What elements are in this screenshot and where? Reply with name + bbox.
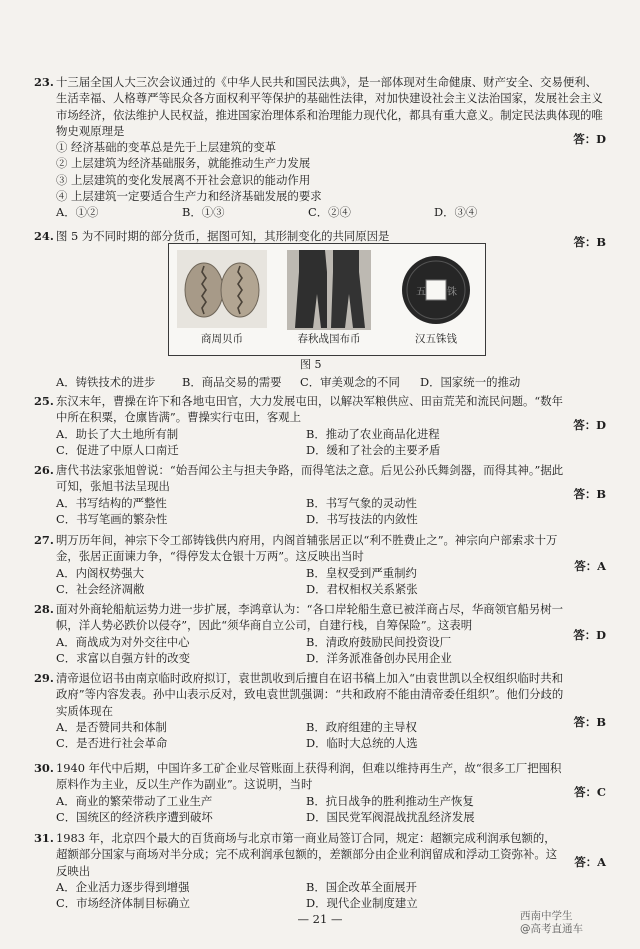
question-stem [34, 532, 606, 565]
options-row [34, 374, 606, 390]
option-c: C．求富以自强方针的改变 [56, 650, 191, 665]
question-number: 25. [34, 394, 54, 408]
cowrie-shell-icon [177, 250, 267, 328]
question-number: 27. [34, 533, 54, 547]
option-b: B．清政府鼓励民间投资设厂 [306, 634, 452, 649]
figure-caption: 春秋战国布币 [297, 333, 361, 345]
question-27 [34, 532, 606, 597]
question-text: 图 5 为不同时期的部分货币，据图可知，其形制变化的共同原因是 [56, 229, 390, 243]
question-number: 23. [34, 75, 54, 89]
answer-label: 答：D [573, 132, 606, 146]
statement-1: ① 经济基础的变革总是先于上层建筑的变革 [56, 140, 277, 155]
option-c: C．是否进行社会革命 [56, 736, 168, 751]
answer-label: 答：D [573, 628, 606, 642]
option-a: A．内阁权势强大 [56, 565, 144, 580]
option-d: D．现代企业制度建立 [306, 896, 418, 911]
options-row [34, 793, 606, 809]
option-a: A．商战成为对外交往中心 [56, 634, 190, 649]
options-row [34, 735, 606, 751]
question-stem [34, 74, 606, 139]
options-row [34, 879, 606, 895]
option-d: D．缓和了社会的主要矛盾 [306, 442, 441, 457]
question-text: 清帝退位诏书由南京临时政府拟订，袁世凯收到后擅自在诏书稿上加入“由袁世凯以全权组织临时共和政府”等内容发表。孙中山表示反对，致电袁世凯强调：“共和政府不能由清帝委任组织”。他们分歧的实质体现在 [56, 671, 564, 718]
options-row [34, 565, 606, 581]
option-a: A．是否赞同共和体制 [56, 719, 167, 734]
question-stem [34, 393, 606, 426]
option-b: B．国企改革全面展开 [306, 879, 417, 894]
option-d: D．③④ [434, 205, 478, 220]
option-a: A．商业的繁荣带动了工业生产 [56, 793, 213, 808]
options-row [34, 809, 606, 825]
question-stem [34, 830, 606, 879]
watermark-title: 西南中学生 [520, 910, 573, 922]
question-text: 东汉末年，曹操在许下和各地屯田官，大力发展屯田，以解决军粮供应、田亩荒芜和流民问题。“数年中所在积粟，仓廪皆满”。曹操实行屯田，客观上 [56, 394, 564, 425]
question-number: 26. [34, 463, 54, 477]
option-b: B．政府组建的主导权 [306, 719, 417, 734]
page-number: — 21 — [297, 912, 343, 926]
option-d: D．书写技法的内敛性 [306, 511, 418, 526]
question-text: 1983 年，北京四个最大的百货商场与北京市第一商业局签订合同，规定：超额完成利润承包额的，超额部分国家与商场对半分成；完不成利润承包额的，差额部分由企业利润留成和浮动工资弥补。这反映出 [56, 831, 558, 878]
option-b: B．①③ [182, 205, 225, 220]
answer-label: 答：B [573, 235, 606, 249]
options-row [34, 204, 606, 220]
spade-money-image [287, 250, 371, 346]
option-c: C．②④ [308, 205, 351, 220]
option-d: D．君权相权关系紧张 [306, 581, 418, 596]
question-number: 28. [34, 602, 54, 616]
option-c: C．促进了中原人口南迁 [56, 442, 179, 457]
question-stem [34, 760, 606, 793]
question-29 [34, 670, 606, 751]
option-c: C．市场经济体制目标确立 [56, 896, 191, 911]
option-d: D．国民党军阀混战扰乱经济发展 [306, 809, 475, 824]
option-b: B．皇权受到严重制约 [306, 565, 417, 580]
statement-4: ④ 上层建筑一定要适合生产力和经济基础发展的要求 [56, 189, 322, 204]
options-row [34, 426, 606, 442]
option-d: D．国家统一的推动 [420, 375, 521, 389]
options-row [34, 442, 606, 458]
answer-label: 答：D [573, 418, 606, 432]
figure-caption: 商周贝币 [201, 333, 243, 345]
question-text: 明万历年间，神宗下令工部铸钱供内府用，内阁首辅张居正以“利不胜费止之”。神宗向户部索求十万金，张居正面谏力争，“得停发太仓银十万两”。这反映出当时 [56, 533, 558, 564]
question-stem [34, 601, 606, 634]
question-24 [34, 228, 606, 249]
answer-label: 答：A [574, 855, 606, 869]
coin-char-left: 五 [416, 287, 426, 298]
question-stem [34, 462, 606, 495]
options-row [34, 511, 606, 527]
watermark-handle: @高考直通车 [520, 923, 583, 935]
question-stem [34, 670, 606, 719]
wuzhu-coin-image [391, 250, 481, 346]
question-24-options [34, 374, 606, 390]
option-c: C．社会经济凋敝 [56, 581, 145, 596]
option-b: B．书写气象的灵动性 [306, 495, 417, 510]
question-26 [34, 462, 606, 527]
answer-label: 答：C [574, 785, 606, 799]
options-row [34, 719, 606, 735]
watermark [520, 910, 583, 936]
figure-title: 图 5 [300, 358, 322, 371]
option-a: A．企业活力逐步得到增强 [56, 879, 190, 894]
option-c: C．书写笔画的繁杂性 [56, 511, 168, 526]
round-coin-icon [391, 250, 481, 328]
options-row [34, 650, 606, 666]
option-a: A．铸铁技术的进步 [56, 375, 156, 389]
option-b: B．商品交易的需要 [182, 375, 282, 389]
option-c: C．国统区的经济秩序遭到破坏 [56, 809, 213, 824]
option-b: B．推动了农业商品化进程 [306, 426, 440, 441]
shell-money-image [177, 250, 267, 346]
question-text: 十三届全国人大三次会议通过的《中华人民共和国民法典》，是一部体现对生命健康、财产安全、交易便利、生活幸福、人格尊严等民众各方面权利平等保护的基础性法律，对加快建设社会主义法治国家，发展社会主义市场经济，依法维护人民权益，推进国家治理体系和治理能力现代化，都具有重大意义。制定民法典体现的唯物史观原理是 [56, 75, 603, 138]
currency-figure [168, 243, 486, 356]
statement-2: ② 上层建筑为经济基础服务，就能推动生产力发展 [56, 156, 311, 171]
question-text: 唐代书法家张旭曾说：“始吾闻公主与担夫争路，而得笔法之意。后见公孙氏舞剑器，而得其神。”据此可知，张旭书法呈现出 [56, 463, 564, 494]
question-28 [34, 601, 606, 666]
option-d: D．洋务派准备创办民用企业 [306, 650, 452, 665]
option-a: A．书写结构的严整性 [56, 495, 167, 510]
question-number: 29. [34, 671, 54, 685]
question-23 [34, 74, 606, 221]
question-30 [34, 760, 606, 825]
question-text: 面对外商轮船航运势力进一步扩展，李鸿章认为：“各口岸轮船生意已被洋商占尽，华商领官船另树一帜，洋人势必跌价以侵夺”，因此“须华商自立公司，自建行栈，自筹保险”。这表明 [56, 602, 564, 633]
statement-3: ③ 上层建筑的变化发展离不开社会意识的能动作用 [56, 172, 311, 187]
options-row [34, 495, 606, 511]
question-stem [34, 228, 606, 244]
spade-coin-icon [287, 250, 371, 330]
question-number: 31. [34, 831, 54, 845]
option-c: C．审美观念的不同 [300, 375, 400, 389]
option-a: A．①② [56, 205, 99, 220]
answer-label: 答：B [573, 487, 606, 501]
options-row [34, 581, 606, 597]
figure-caption: 汉五铢钱 [415, 333, 457, 345]
answer-label: 答：B [573, 715, 606, 729]
question-number: 30. [34, 761, 54, 775]
answer-label: 答：A [574, 559, 606, 573]
coin-char-right: 铢 [447, 287, 457, 298]
option-b: B．抗日战争的胜利推动生产恢复 [306, 793, 474, 808]
option-d: D．临时大总统的人选 [306, 736, 418, 751]
question-number: 24. [34, 229, 54, 243]
question-text: 1940 年代中后期，中国许多工矿企业尽管账面上获得利润，但难以维持再生产，故“很多工厂把囤积原料作为主业，反以生产作为副业”。这说明，当时 [56, 761, 562, 792]
question-31 [34, 830, 606, 911]
question-25 [34, 393, 606, 458]
options-row [34, 634, 606, 650]
option-a: A．助长了大土地所有制 [56, 426, 179, 441]
